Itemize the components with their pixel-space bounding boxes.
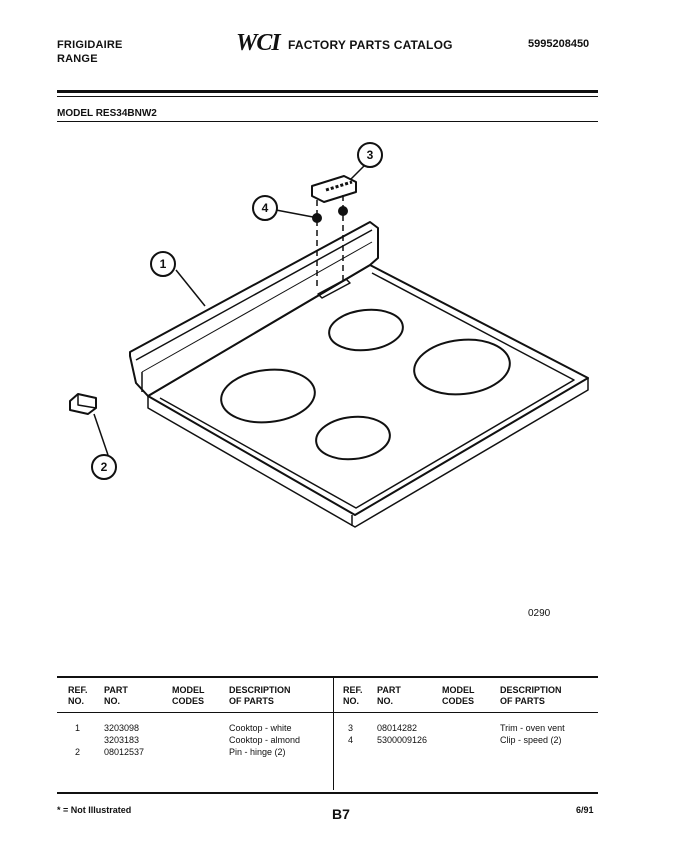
header-ref-no-right: REF. NO. [343,685,363,706]
header-description-right: DESCRIPTION OF PARTS [500,685,562,706]
header-model-codes-right: MODEL CODES [442,685,475,706]
catalog-title: FACTORY PARTS CATALOG [288,38,453,52]
model-number: MODEL RES34BNW2 [57,108,157,119]
illustration-code: 0290 [528,608,551,619]
not-illustrated-note: * = Not Illustrated [57,805,132,815]
table-header-rule [57,712,598,713]
table-top-rule [57,676,598,678]
table-cell-part: 3203183 [104,735,140,745]
product-name: RANGE [57,53,98,65]
brand-name: FRIGIDAIRE [57,39,123,51]
header-ref-no: REF. NO. [68,685,88,706]
table-cell-desc: Trim - oven vent [500,723,565,733]
table-row: 2 [75,747,81,757]
wci-logo: WCI [236,30,280,56]
hinge-pin-part [70,394,96,414]
table-cell-desc: Cooktop - almond [229,735,301,745]
callout-4: 4 [261,201,269,215]
cooktop-panel [148,265,588,515]
catalog-number: 5995208450 [528,38,590,50]
callout-1: 1 [159,257,167,271]
page-number: B7 [332,806,350,822]
table-cell-desc: Pin - hinge (2) [229,747,286,757]
table-cell-desc: Cooktop - white [229,723,292,733]
table-cell-part: 3203098 [104,723,140,733]
table-column-divider [333,678,334,790]
header-part-no: PART NO. [104,685,128,706]
table-cell-part: 5300009126 [377,735,428,745]
callout-3: 3 [366,148,374,162]
table-cell-desc: Clip - speed (2) [500,735,562,745]
header-description: DESCRIPTION OF PARTS [229,685,291,706]
header-part-no-right: PART NO. [377,685,401,706]
table-cell-part: 08014282 [377,723,418,733]
header-model-codes: MODEL CODES [172,685,205,706]
table-row: 4 [348,735,354,745]
callout-2: 2 [100,460,108,474]
table-cell-part: 08012537 [104,747,145,757]
table-row: 3 [348,723,354,733]
table-row: 1 [75,723,81,733]
table-bottom-rule [57,792,598,794]
revision-date: 6/91 [576,805,594,815]
